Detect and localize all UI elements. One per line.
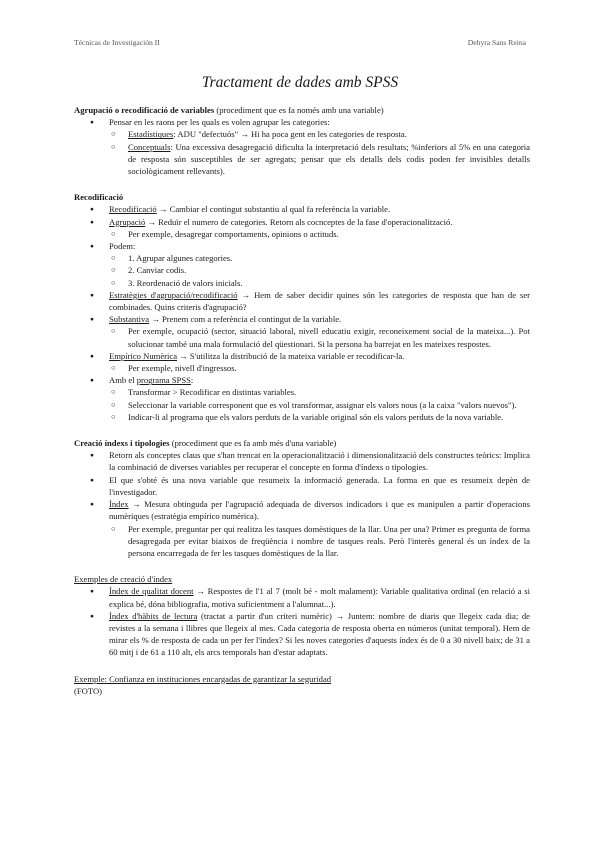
sub-list bbox=[109, 362, 530, 374]
section-agrupacio bbox=[74, 104, 530, 177]
sub-list-item: ○ Transformar > Recodificar en distintas variables. bbox=[109, 386, 530, 398]
photo-placeholder: (FOTO) bbox=[74, 685, 103, 696]
list-item: ● Agrupació → Reduïr el numero de categories. Retorn als cocnceptes de la fase d'operacionalització. ○ Per exemple, desagregar comportaments, opinions o actituds. bbox=[74, 216, 530, 240]
list-item: ● Podem: ○ 1. Agrupar algunes categories. ○ 2. Canviar codis. ○ 3. Reordenació de valors inicials. bbox=[74, 240, 530, 289]
list-item: ● Substantiva → Prenem com a referència el contingut de la variable. ○ Per exemple, ocupació (sector, situació laboral, nivell educatiu exigir, reconeixement social de la mateixa...). Pot solucionar també una mala formulació del qüestionari. Si la persona ha barrejat en les mateixes respostes. bbox=[74, 313, 530, 350]
sub-list-item: ○ 3. Reordenació de valors inicials. bbox=[109, 277, 530, 289]
sub-list-item: ○ Indicar-li al programa que els valors perduts de la variable original són els valors perduts de la nova variable. bbox=[109, 411, 530, 423]
sub-list-item: ○ Per exemple, preguntar per qui realitza les tasques domèstiques de la llar. Una per una? Primer es pregunta de forma desagregada per evitar biaixos de freqüència i nombre de tasques reals. Però l'interès general és un índex de la persona encarregada de fer les tasques domèstiques de la llar. bbox=[109, 523, 530, 560]
sub-list-item: ○ Conceptuals: Una excessiva desagregació dificulta la interpretació dels resultats; %inferiors al 5% en una categoria de resposta són susceptibles de ser agregats; pensar que els detalls dels codis poden fer invisibles detalls sociològicament rellevants). bbox=[109, 141, 530, 178]
sub-list-item: ○ Seleccionar la variable corresponent que es vol transformar, assignar els valors nous (a la caixa "valors nuevos"). bbox=[109, 399, 530, 411]
section-recodificacio bbox=[74, 191, 530, 423]
sub-list-item: ○ Estadístiques: ADU "defectuós" → Hi ha poca gent en les categories de resposta. bbox=[109, 128, 530, 140]
sub-list bbox=[109, 325, 530, 349]
page-title: Tractament de dades amb SPSS bbox=[201, 74, 399, 91]
section-heading: Exemple: Confianza en instituciones encargadas de garantizar la seguridad bbox=[74, 673, 332, 684]
sub-list-item: ○ 2. Canviar codis. bbox=[109, 264, 530, 276]
section-heading: Recodificació bbox=[74, 192, 124, 203]
list-item: ● Retorn als conceptes claus que s'han trencat en la operacionalització i dimensionalització dels constructes teòrics: Implica la combinació de diverses variables per recuperar el concepte en forma d'índexs o tipologies. bbox=[74, 449, 530, 473]
sub-list bbox=[109, 386, 530, 423]
sub-list-item: ○ Per exemple, desagregar comportaments, opinions o actituds. bbox=[109, 228, 530, 240]
sub-list bbox=[109, 252, 530, 289]
list-item: ● Índex d'hàbits de lectura (tractat a partir d'un criteri numèric) → Juntem: nombre de diaris que llegeix cada dia; de revistes a la semana i llibres que llegeix al mes. Cada categoria de resposta oberta en números (unitat temporal). Hem de mirar els % de resposta de cada un per fer l'índex? Si les noves categories d'aquests índex és de 0 a 30 nivell baix; de 31 a 60 mitj i de 61 a 110 alt, els arcs temporals han d'estar adaptats. bbox=[74, 610, 530, 659]
list-item: ● Recodificació → Cambiar el contingut substantiu al qual fa referència la variable. bbox=[74, 203, 530, 215]
sub-list bbox=[109, 128, 530, 177]
section-heading-note: (procediment que es fa només amb una variable) bbox=[216, 105, 384, 115]
section-heading bbox=[74, 104, 530, 116]
section-heading-note: (procediment que es fa amb més d'una variable) bbox=[171, 438, 337, 449]
list-item: ● Pensar en les raons per les quals es volen agrupar les categories: ○ Estadístiques: ADU "defectuós" → Hi ha poca gent en les categories de resposta. ○ Conceptuals: Una excessiva desagregació dificulta la interpretació dels resultats; %inferiors al 5% en una categoria de resposta són susceptibles de ser agregats; pensar que els detalls dels codis poden fer invisibles detalls sociològicament rellevants). bbox=[74, 116, 530, 177]
sub-list-item: ○ 1. Agrupar algunes categories. bbox=[109, 252, 530, 264]
bullet-list bbox=[74, 585, 530, 658]
section-heading-text: Creació índexs i tipologies bbox=[74, 438, 170, 449]
bullet-list bbox=[74, 449, 530, 559]
section-heading: Exemples de creació d'índex bbox=[74, 574, 173, 585]
sub-list bbox=[109, 228, 530, 240]
list-item: ● Amb el programa SPSS: ○ Transformar > Recodificar en distintas variables. ○ Seleccionar la variable corresponent que es vol transformar, assignar els valors nous (a la caixa "valors nuevos"). ○ Indicar-li al programa que els valors perduts de la variable original són els valors perduts de la nova variable. bbox=[74, 374, 530, 423]
sub-list-item: ○ Per exemple, ocupació (sector, situació laboral, nivell educatiu exigir, reconeixement social de la mateixa...). Pot solucionar també una mala formulació del qüestionari. Si la persona ha barrejat en les mateixes respostes. bbox=[109, 325, 530, 349]
list-item: ● Estratègies d'agrupació/recodificació → Hem de saber decidir quines són les categories de resposta que han de ser combinades. Quins criteris d'agrupació? bbox=[74, 289, 530, 313]
list-item: ● Índex de qualitat docent → Respostes de l'1 al 7 (molt bé - molt malament): Variable qualitativa ordinal (en relació a si explica bé, dóna bibliografia, motiva suficientment a l'alumnat...). bbox=[74, 585, 530, 609]
header-course: Técnicas de Investigación II bbox=[74, 38, 160, 47]
section-heading bbox=[74, 437, 530, 449]
document-body bbox=[74, 104, 530, 697]
section-exemple-confianza bbox=[74, 673, 530, 697]
list-item: ● Índex → Mesura obtinguda per l'agrupació adequada de diversos indicadors i que es manipulen a partir d'operacions numèriques (estratègia empírico numèrica). ○ Per exemple, preguntar per qui realitza les tasques domèstiques de la llar. Una per una? Primer es pregunta de forma desagregada per evitar biaixos de freqüència i nombre de tasques reals. Però l'interès general és un índex de la persona encarregada de fer les tasques domèstiques de la llar. bbox=[74, 498, 530, 559]
sub-list bbox=[109, 523, 530, 560]
section-exemples-index bbox=[74, 573, 530, 658]
list-item: ● Empírico Numèrica → S'utilitza la distribució de la mateixa variable er recodificar-la. ○ Per exemple, nivell d'ingressos. bbox=[74, 350, 530, 374]
sub-list-item: ○ Per exemple, nivell d'ingressos. bbox=[109, 362, 530, 374]
list-item: ● El que s'obté és una nova variable que resumeix la informació generada. La forma en que es resumeix depèn de l'investigador. bbox=[74, 474, 530, 498]
section-index-tipologies bbox=[74, 437, 530, 559]
bullet-list bbox=[74, 203, 530, 423]
section-heading-text: Agrupació o recodificació de variables bbox=[74, 105, 215, 115]
bullet-list bbox=[74, 116, 530, 177]
header-author: Dehyra Sans Reina bbox=[467, 38, 526, 47]
